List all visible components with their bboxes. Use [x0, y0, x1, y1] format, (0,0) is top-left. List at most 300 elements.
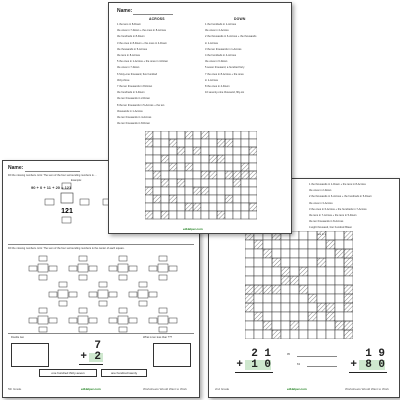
answer-cell[interactable]: [281, 285, 290, 294]
sum1-top: 2 1: [251, 348, 271, 360]
answer-cell[interactable]: [272, 312, 281, 321]
blocked-cell: [281, 267, 290, 276]
blocked-cell: [225, 195, 233, 203]
pill-left: one hundred thirty-seven: [39, 369, 97, 377]
blocked-cell: [193, 147, 201, 155]
label-ten-less: What is ten less than ???: [143, 336, 173, 339]
answer-cell[interactable]: [326, 231, 335, 240]
answer-cell[interactable]: [308, 303, 317, 312]
answer-cell[interactable]: [153, 147, 161, 155]
answer-cell[interactable]: [290, 285, 299, 294]
answer-cell[interactable]: [326, 285, 335, 294]
blocked-cell: [169, 163, 177, 171]
answer-cell[interactable]: [290, 267, 299, 276]
answer-cell[interactable]: [245, 267, 254, 276]
answer-cell[interactable]: [185, 147, 193, 155]
answer-cell[interactable]: [177, 131, 185, 139]
answer-cell[interactable]: [317, 294, 326, 303]
answer-cell[interactable]: [201, 163, 209, 171]
clue-item: 2 the thousands in 6-Across + the thousands: [205, 35, 257, 39]
answer-cell[interactable]: [317, 321, 326, 330]
answer-cell[interactable]: [254, 249, 263, 258]
answer-cell[interactable]: [326, 321, 335, 330]
answer-cell[interactable]: [290, 240, 299, 249]
answer-cell[interactable]: [233, 187, 241, 195]
blocked-cell: [344, 330, 353, 339]
answer-cell[interactable]: [254, 267, 263, 276]
answer-cell[interactable]: [193, 171, 201, 179]
answer-cell[interactable]: [281, 312, 290, 321]
answer-cell[interactable]: [272, 249, 281, 258]
answer-cell[interactable]: [299, 240, 308, 249]
answer-cell[interactable]: [317, 267, 326, 276]
clue-item: 1 the hundreds in 1-Across: [205, 23, 236, 26]
answer-cell[interactable]: [290, 312, 299, 321]
answer-cell[interactable]: [145, 155, 153, 163]
answer-cell[interactable]: [209, 211, 217, 219]
answer-cell[interactable]: [193, 179, 201, 187]
answer-cell[interactable]: [344, 312, 353, 321]
answer-cell[interactable]: [201, 147, 209, 155]
blocked-cell: [169, 139, 177, 147]
answer-cell[interactable]: [153, 211, 161, 219]
answer-cell[interactable]: [193, 131, 201, 139]
answer-cell[interactable]: [209, 139, 217, 147]
answer-cell[interactable]: [326, 276, 335, 285]
answer-cell[interactable]: [290, 258, 299, 267]
answer-cell[interactable]: [177, 203, 185, 211]
answer-cell[interactable]: [335, 303, 344, 312]
blocked-cell: [217, 155, 225, 163]
answer-cell[interactable]: [317, 240, 326, 249]
answer-cell[interactable]: [308, 258, 317, 267]
answer-cell[interactable]: [177, 187, 185, 195]
answer-cell[interactable]: [299, 276, 308, 285]
answer-cell[interactable]: [281, 240, 290, 249]
blank-line-2: [307, 366, 337, 367]
clue-item: thousands in 1-Across: [117, 109, 143, 113]
answer-cell[interactable]: [217, 147, 225, 155]
footer-brand: edHelper.com: [287, 387, 307, 391]
answer-cell[interactable]: [233, 195, 241, 203]
clue-item: the thousands in 5-Across: [117, 47, 147, 51]
answer-cell[interactable]: [281, 330, 290, 339]
answer-cell[interactable]: [153, 179, 161, 187]
answer-cell[interactable]: [185, 179, 193, 187]
answer-cell[interactable]: [241, 155, 249, 163]
answer-cell[interactable]: [169, 155, 177, 163]
answer-cell[interactable]: [193, 211, 201, 219]
answer-cell[interactable]: [281, 321, 290, 330]
answer-cell[interactable]: [225, 147, 233, 155]
answer-cell[interactable]: [299, 312, 308, 321]
answer-cell[interactable]: [249, 195, 257, 203]
answer-cell[interactable]: [263, 258, 272, 267]
clue-item: the hundreds in 3-Down: [117, 91, 145, 95]
label-double-two: Double two: [11, 336, 24, 339]
answer-cell[interactable]: [299, 303, 308, 312]
answer-cell[interactable]: [254, 258, 263, 267]
answer-cell[interactable]: [225, 131, 233, 139]
blocked-cell: [335, 249, 344, 258]
answer-cell[interactable]: [249, 187, 257, 195]
answer-cell[interactable]: [308, 276, 317, 285]
answer-cell[interactable]: [153, 131, 161, 139]
answer-cell[interactable]: [335, 276, 344, 285]
blocked-cell: [185, 131, 193, 139]
blocked-cell: [344, 249, 353, 258]
answer-cell[interactable]: [263, 330, 272, 339]
answer-cell[interactable]: [241, 139, 249, 147]
answer-cell[interactable]: [335, 231, 344, 240]
answer-cell[interactable]: [326, 267, 335, 276]
answer-cell[interactable]: [169, 171, 177, 179]
answer-cell[interactable]: [245, 276, 254, 285]
answer-cell[interactable]: [217, 187, 225, 195]
answer-cell[interactable]: [209, 147, 217, 155]
answer-cell[interactable]: [233, 163, 241, 171]
blocked-cell: [335, 321, 344, 330]
answer-cell[interactable]: [249, 179, 257, 187]
answer-cell[interactable]: [241, 187, 249, 195]
answer-cell[interactable]: [241, 131, 249, 139]
right-crossword-grid: [245, 231, 353, 339]
answer-cell[interactable]: [193, 195, 201, 203]
blocked-cell: [254, 240, 263, 249]
clue-item: in 1-Across: [205, 78, 218, 82]
answer-cell[interactable]: [185, 195, 193, 203]
answer-cell[interactable]: [185, 211, 193, 219]
blocked-cell: [344, 258, 353, 267]
puzzle-square: [109, 256, 137, 280]
answer-cell[interactable]: [193, 163, 201, 171]
answer-cell[interactable]: [263, 276, 272, 285]
blocked-cell: [290, 276, 299, 285]
answer-cell[interactable]: [317, 276, 326, 285]
answer-cell[interactable]: [169, 131, 177, 139]
answer-cell[interactable]: [317, 330, 326, 339]
blank-label-2: 63: [297, 363, 300, 366]
answer-cell[interactable]: [263, 294, 272, 303]
blocked-cell: [245, 285, 254, 294]
answer-cell[interactable]: [326, 258, 335, 267]
answer-cell[interactable]: [249, 163, 257, 171]
answer-cell[interactable]: [161, 203, 169, 211]
answer-cell[interactable]: [169, 147, 177, 155]
blocked-cell: [299, 267, 308, 276]
answer-cell[interactable]: [299, 294, 308, 303]
answer-cell[interactable]: [290, 303, 299, 312]
answer-cell[interactable]: [326, 249, 335, 258]
answer-cell[interactable]: [299, 258, 308, 267]
answer-cell[interactable]: [308, 240, 317, 249]
clue-item: the ten thousands in 8-Across: [309, 220, 344, 224]
answer-cell[interactable]: [281, 303, 290, 312]
sum2-bottom: 8 0: [365, 359, 385, 371]
answer-cell[interactable]: [201, 211, 209, 219]
answer-cell[interactable]: [169, 179, 177, 187]
answer-cell[interactable]: [161, 139, 169, 147]
answer-cell[interactable]: [308, 321, 317, 330]
name-label: Name:: [8, 165, 24, 171]
answer-cell[interactable]: [299, 249, 308, 258]
answer-cell[interactable]: [308, 285, 317, 294]
blocked-cell: [249, 171, 257, 179]
answer-cell[interactable]: [281, 249, 290, 258]
answer-cell[interactable]: [249, 139, 257, 147]
blocked-cell: [326, 303, 335, 312]
answer-cell[interactable]: [249, 211, 257, 219]
clue-item: the ones in 3-Across: [309, 201, 333, 205]
clue-item: 6 Sixty-one thousand, five hundred: [117, 72, 158, 76]
blocked-cell: [245, 294, 254, 303]
answer-cell[interactable]: [245, 321, 254, 330]
clue-item: the hundreds in 8-Down: [117, 35, 145, 39]
sum1-bottom: 1 0: [251, 359, 271, 371]
answer-cell[interactable]: [326, 294, 335, 303]
sum1-op: +: [236, 359, 243, 371]
blocked-cell: [344, 267, 353, 276]
answer-cell[interactable]: [177, 211, 185, 219]
answer-cell[interactable]: [169, 187, 177, 195]
answer-cell[interactable]: [281, 258, 290, 267]
answer-cell[interactable]: [245, 258, 254, 267]
answer-cell[interactable]: [161, 187, 169, 195]
blocked-cell: [308, 312, 317, 321]
answer-cell[interactable]: [185, 187, 193, 195]
answer-cell[interactable]: [249, 155, 257, 163]
answer-cell[interactable]: [225, 163, 233, 171]
answer-cell[interactable]: [290, 330, 299, 339]
answer-cell[interactable]: [263, 240, 272, 249]
blocked-cell: [263, 285, 272, 294]
blocked-cell: [225, 171, 233, 179]
answer-cell[interactable]: [177, 171, 185, 179]
answer-cell[interactable]: [317, 312, 326, 321]
answer-cell[interactable]: [209, 203, 217, 211]
answer-cell[interactable]: [169, 203, 177, 211]
puzzle-square: [69, 256, 97, 280]
answer-cell[interactable]: [233, 155, 241, 163]
answer-cell[interactable]: [177, 195, 185, 203]
answer-cell[interactable]: [241, 211, 249, 219]
answer-cell[interactable]: [241, 195, 249, 203]
addition-line: [79, 364, 103, 365]
answer-cell[interactable]: [272, 267, 281, 276]
answer-cell[interactable]: [233, 147, 241, 155]
answer-cell[interactable]: [299, 330, 308, 339]
answer-cell[interactable]: [217, 179, 225, 187]
answer-cell[interactable]: [145, 147, 153, 155]
answer-cell[interactable]: [201, 195, 209, 203]
answer-cell[interactable]: [233, 203, 241, 211]
answer-cell[interactable]: [317, 249, 326, 258]
blocked-cell: [263, 249, 272, 258]
answer-cell[interactable]: [344, 240, 353, 249]
answer-cell[interactable]: [263, 303, 272, 312]
answer-cell[interactable]: [209, 163, 217, 171]
answer-cell[interactable]: [233, 131, 241, 139]
answer-cell[interactable]: [245, 312, 254, 321]
answer-cell[interactable]: [233, 139, 241, 147]
answer-cell[interactable]: [254, 303, 263, 312]
answer-cell[interactable]: [263, 267, 272, 276]
answer-cell[interactable]: [201, 203, 209, 211]
footer-grade: 5th Grade: [8, 387, 22, 391]
answer-cell[interactable]: [177, 163, 185, 171]
answer-cell[interactable]: [201, 179, 209, 187]
answer-cell[interactable]: [161, 131, 169, 139]
answer-cell[interactable]: [326, 330, 335, 339]
puzzle-square: [69, 308, 97, 332]
answer-cell[interactable]: [272, 294, 281, 303]
answer-cell[interactable]: [153, 203, 161, 211]
answer-cell[interactable]: [217, 195, 225, 203]
answer-cell[interactable]: [308, 267, 317, 276]
clue-item: in 1-Across: [205, 41, 218, 45]
blocked-cell: [177, 179, 185, 187]
answer-cell[interactable]: [245, 330, 254, 339]
answer-cell[interactable]: [185, 155, 193, 163]
answer-cell[interactable]: [290, 294, 299, 303]
answer-cell[interactable]: [185, 139, 193, 147]
answer-cell[interactable]: [225, 203, 233, 211]
answer-cell[interactable]: [161, 195, 169, 203]
answer-cell[interactable]: [185, 171, 193, 179]
answer-cell[interactable]: [308, 330, 317, 339]
blocked-cell: [177, 147, 185, 155]
answer-cell[interactable]: [217, 203, 225, 211]
answer-cell[interactable]: [193, 155, 201, 163]
center-value-left: 121: [61, 208, 73, 215]
across-header: ACROSS: [149, 17, 165, 21]
answer-cell[interactable]: [254, 294, 263, 303]
clue-item: 3 the ones in 6-Across + the hundreds in 7-Across: [309, 207, 367, 211]
answer-cell[interactable]: [225, 211, 233, 219]
answer-cell[interactable]: [272, 276, 281, 285]
answer-cell[interactable]: [335, 285, 344, 294]
answer-cell[interactable]: [272, 240, 281, 249]
answer-cell[interactable]: [245, 240, 254, 249]
answer-box-left[interactable]: [11, 343, 49, 367]
answer-cell[interactable]: [241, 203, 249, 211]
answer-cell[interactable]: [145, 203, 153, 211]
answer-cell[interactable]: [145, 179, 153, 187]
answer-cell[interactable]: [145, 171, 153, 179]
answer-cell[interactable]: [177, 155, 185, 163]
center-worksheet: [108, 2, 292, 234]
clue-item: 10 seventy-nine thousand, fifty-six: [205, 91, 245, 95]
footer-grade: 2nd Grade: [215, 387, 230, 391]
answer-cell[interactable]: [193, 139, 201, 147]
answer-cell[interactable]: [254, 321, 263, 330]
addition-bottom: 2: [94, 351, 101, 363]
answer-cell[interactable]: [145, 195, 153, 203]
answer-cell[interactable]: [209, 187, 217, 195]
answer-cell[interactable]: [241, 179, 249, 187]
answer-cell[interactable]: [209, 131, 217, 139]
answer-cell[interactable]: [254, 330, 263, 339]
answer-cell[interactable]: [335, 240, 344, 249]
answer-cell[interactable]: [335, 312, 344, 321]
answer-cell[interactable]: [161, 163, 169, 171]
answer-cell[interactable]: [209, 195, 217, 203]
answer-cell[interactable]: [335, 267, 344, 276]
answer-cell[interactable]: [299, 231, 308, 240]
blocked-cell: [225, 139, 233, 147]
answer-cell[interactable]: [263, 312, 272, 321]
clue-item: 7 the ten thousands in 8-Down: [117, 85, 153, 88]
blocked-cell: [241, 171, 249, 179]
answer-cell[interactable]: [281, 294, 290, 303]
blocked-cell: [145, 187, 153, 195]
blocked-cell: [249, 147, 257, 155]
answer-cell[interactable]: [201, 139, 209, 147]
answer-cell[interactable]: [153, 139, 161, 147]
blocked-cell: [193, 187, 201, 195]
blank-line-1: [297, 356, 337, 357]
blocked-cell: [272, 285, 281, 294]
answer-cell[interactable]: [217, 171, 225, 179]
answer-cell[interactable]: [272, 303, 281, 312]
blocked-cell: [193, 203, 201, 211]
blocked-cell: [344, 303, 353, 312]
blocked-cell: [201, 131, 209, 139]
answer-cell[interactable]: [217, 131, 225, 139]
answer-cell[interactable]: [308, 231, 317, 240]
answer-cell[interactable]: [225, 155, 233, 163]
blocked-cell: [299, 285, 308, 294]
blocked-cell: [217, 211, 225, 219]
divider: [8, 244, 194, 245]
answer-cell[interactable]: [245, 249, 254, 258]
answer-cell[interactable]: [272, 321, 281, 330]
answer-cell[interactable]: [254, 276, 263, 285]
blocked-cell: [290, 321, 299, 330]
blocked-cell: [245, 303, 254, 312]
answer-cell[interactable]: [225, 187, 233, 195]
answer-cell[interactable]: [153, 187, 161, 195]
clue-item: the ten thousands in 2-Down: [117, 97, 151, 101]
answer-cell[interactable]: [161, 147, 169, 155]
answer-cell[interactable]: [217, 163, 225, 171]
blocked-cell: [272, 330, 281, 339]
answer-cell[interactable]: [344, 276, 353, 285]
answer-cell[interactable]: [335, 294, 344, 303]
answer-cell[interactable]: [241, 147, 249, 155]
answer-cell[interactable]: [317, 285, 326, 294]
answer-cell[interactable]: [308, 249, 317, 258]
answer-box-right[interactable]: [153, 343, 191, 367]
answer-cell[interactable]: [335, 330, 344, 339]
answer-cell[interactable]: [177, 139, 185, 147]
clue-item: 7 the ones in 8-Across + the ones: [205, 72, 244, 76]
answer-cell[interactable]: [233, 211, 241, 219]
clue-item: 5 seven thousand, a hundred forty: [205, 66, 245, 70]
answer-cell[interactable]: [225, 179, 233, 187]
answer-cell[interactable]: [201, 155, 209, 163]
answer-cell[interactable]: [249, 131, 257, 139]
answer-cell[interactable]: [169, 211, 177, 219]
answer-cell[interactable]: [299, 321, 308, 330]
answer-cell[interactable]: [335, 258, 344, 267]
blocked-cell: [209, 171, 217, 179]
answer-cell[interactable]: [153, 163, 161, 171]
answer-cell[interactable]: [290, 249, 299, 258]
answer-cell[interactable]: [209, 179, 217, 187]
answer-cell[interactable]: [153, 155, 161, 163]
answer-cell[interactable]: [161, 171, 169, 179]
